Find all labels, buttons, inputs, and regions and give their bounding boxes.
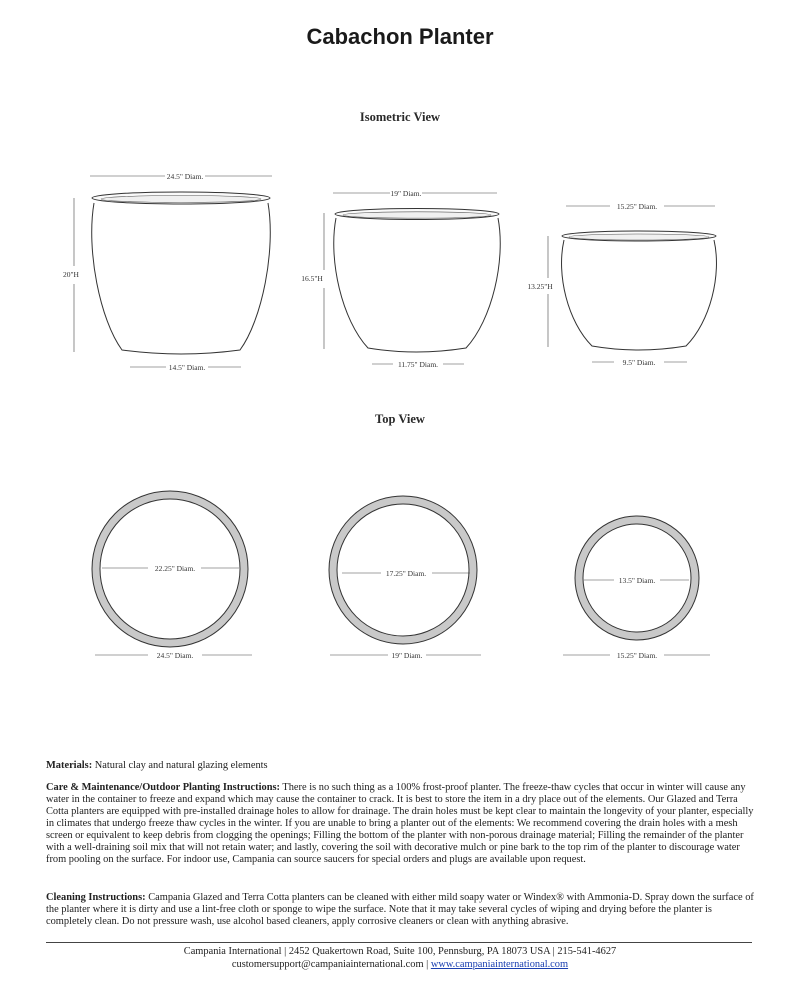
- top-medium-inner-label: 17.25" Diam.: [385, 569, 427, 578]
- footer-separator: |: [423, 959, 431, 970]
- planter-body: [92, 203, 271, 354]
- care-paragraph: [46, 782, 758, 866]
- planter-rim-inner: [101, 196, 261, 203]
- top-large-inner-label: 22.25" Diam.: [154, 564, 196, 573]
- materials-label: Materials:: [46, 760, 93, 771]
- iso-planter-large: [63, 172, 272, 372]
- materials-paragraph: [46, 760, 758, 772]
- planter-body: [562, 240, 717, 350]
- iso-small-top-label: 15.25" Diam.: [616, 202, 658, 211]
- support-email[interactable]: customersupport@campaniainternational.com: [231, 959, 424, 970]
- footer-contact: [0, 959, 800, 970]
- website-link[interactable]: www.campaniainternational.com: [430, 959, 569, 970]
- iso-small-bottom-label: 9.5" Diam.: [622, 358, 656, 367]
- care-label: Care & Maintenance/Outdoor Planting Instructions:: [46, 782, 280, 793]
- cleaning-text: Campania Glazed and Terra Cotta planters can be cleaned with either mild soapy water or Windex® with Ammonia-D. Spray down the surface of the planter where it is dirty and use a lint-free cloth or sponge to wipe the surface. Note that it may take several cycles of wiping and drying before the planter is completely clean. Do not pressure wash, use alcohol based cleaners, apply corrosive cleaners or clean with anything abrasive.: [46, 892, 754, 927]
- footer-address: Campania International | 2452 Quakertown Road, Suite 100, Pennsburg, PA 18073 USA | 215-541-4627: [183, 946, 617, 957]
- cleaning-label: Cleaning Instructions:: [46, 892, 146, 903]
- iso-medium-height-label: 16.5"H: [301, 274, 323, 283]
- planter-rim-inner: [569, 234, 709, 240]
- top-planter-large: [92, 491, 252, 660]
- top-planter-medium: [329, 496, 481, 660]
- planter-rim-inner: [343, 212, 491, 218]
- care-text: There is no such thing as a 100% frost-proof planter. The freeze-thaw cycles that occur in winter will cause any water in the container to freeze and expand which may cause the container to crack. It is best to store the item in a dry place out of the elements. Our Glazed and Terra Cotta planters are equipped with pre-installed drainage holes to allow for drainage. The drain holes must be kept clear to maintain the longevity of your planter, especially in climates that undergo freeze thaw cycles in the winter. If you are unable to bring a planter out of the elements: We recommend covering the drain holes with a mesh screen or equivalent to keep debris from clogging the openings; Filling the bottom of the planter with non-porous drainage material; Filling the remainder of the planter with a well-draining soil mix that will not retain water; and lastly, covering the soil with decorative mulch or pine bark to the top rim of the planter to discourage water from pooling on the surface. For indoor use, Campania can source saucers for special orders and plugs are available upon request.: [46, 782, 754, 865]
- top-small-outer-label: 15.25" Diam.: [616, 651, 658, 660]
- iso-planter-small: [527, 202, 716, 367]
- iso-medium-bottom-label: 11.75" Diam.: [397, 360, 439, 369]
- planter-body: [334, 218, 500, 352]
- top-small-inner-label: 13.5" Diam.: [618, 576, 656, 585]
- top-view-heading: Top View: [375, 412, 425, 426]
- iso-large-height-label: 20"H: [63, 270, 79, 279]
- top-planter-small: [563, 516, 710, 660]
- iso-small-height-label: 13.25"H: [527, 282, 553, 291]
- cleaning-paragraph: [46, 892, 758, 928]
- iso-medium-top-label: 19" Diam.: [390, 189, 422, 198]
- iso-large-top-label: 24.5" Diam.: [166, 172, 204, 181]
- iso-large-bottom-label: 14.5" Diam.: [168, 363, 206, 372]
- footer-divider: [46, 942, 752, 943]
- iso-planter-medium: [301, 189, 500, 369]
- materials-text: Natural clay and natural glazing elements: [92, 760, 268, 771]
- isometric-view-heading: Isometric View: [359, 110, 441, 124]
- top-medium-outer-label: 19" Diam.: [391, 651, 423, 660]
- top-large-outer-label: 24.5" Diam.: [156, 651, 194, 660]
- page-title: Cabachon Planter: [306, 24, 494, 49]
